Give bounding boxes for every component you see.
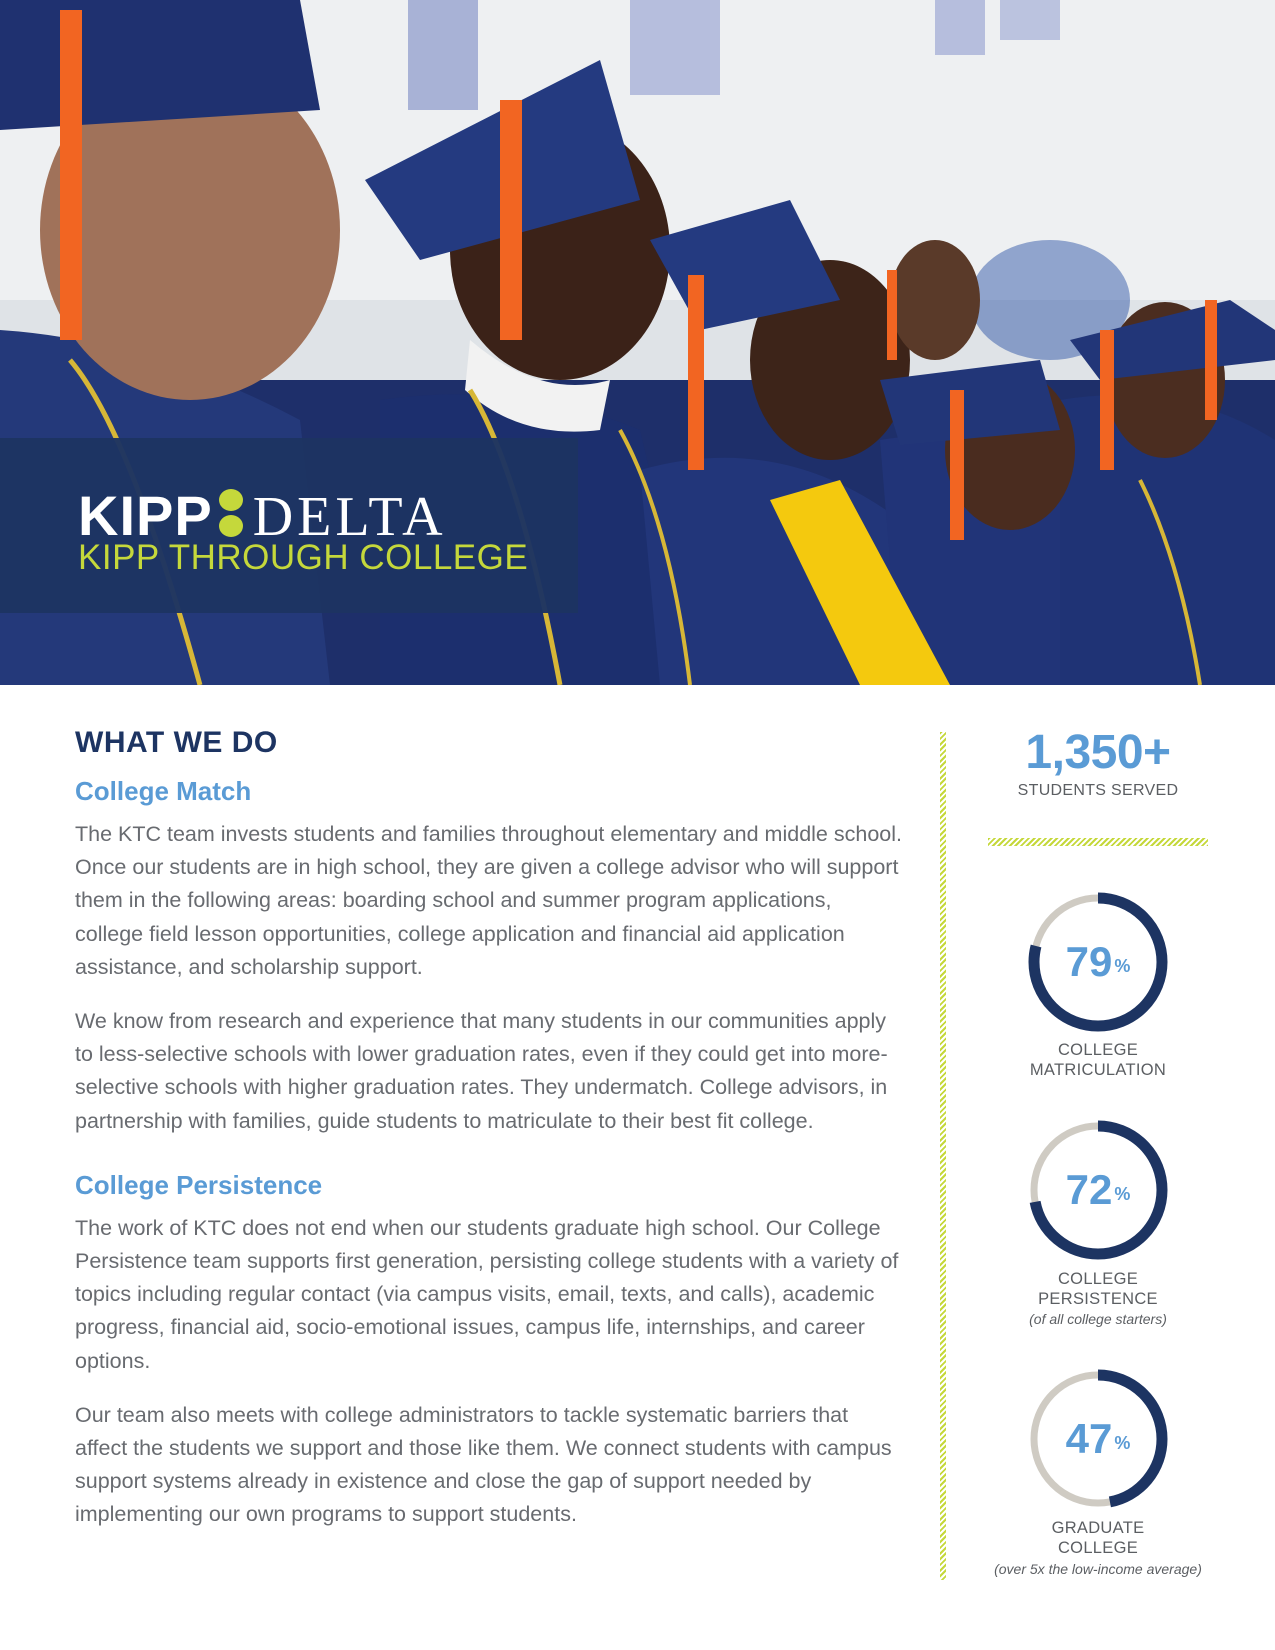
stat-ring-graduate [1026,1367,1170,1511]
kipp-delta-logo [78,486,447,546]
stat-label [958,1040,1238,1080]
section-title: WHAT WE DO [75,726,278,759]
college-persistence-paragraph: Our team also meets with college administrators to tackle systematic barriers that affect the students we support and those like them. We connect students with campus support systems already in existence and close the gap of support needed by implementing our own programs to support students. [75,1402,892,1527]
ring-number: 79 [1065,938,1113,985]
stat-label-line: COLLEGE [1057,1539,1139,1557]
stat-label-line: COLLEGE [1057,1041,1139,1059]
students-served-label: STUDENTS SERVED [1017,782,1179,799]
logo-tagline: KIPP THROUGH COLLEGE [78,538,529,577]
college-match-paragraph: We know from research and experience that many students in our communities apply to less-selective schools with lower graduation rates, even if they could get into more-selective schools with higher graduation rates. They undermatch. College advisors, in partnership with families, guide students to matriculate to their best fit college. [75,1009,888,1133]
percent-sign: % [1114,1432,1131,1453]
ring-number: 47 [1065,1415,1113,1462]
what-we-do-section [75,726,905,1532]
stat-note: (of all college starters) [1029,1311,1167,1327]
percent-sign: % [1114,955,1131,976]
stat-label [958,1518,1238,1558]
college-match-paragraph: The KTC team invests students and families throughout elementary and middle school. Once our students are in high school, they are given a college advisor who will support them in the following areas: boarding school and summer program applications, college field lesson opportunities, college application and financial aid application assistance, and scholarship support. [75,822,902,979]
stat-label [958,1269,1238,1309]
stat-label-line: GRADUATE [1051,1519,1145,1537]
college-persistence-paragraph: The work of KTC does not end when our students graduate high school. Our College Persistence team supports first generation, persisting college students with a variety of topics including regular contact (via campus visits, email, texts, and calls), academic progress, financial aid, socio-emotional issues, campus life, internships, and career options. [75,1215,899,1373]
stat-label-line: MATRICULATION [1029,1061,1167,1079]
stat-label-line: COLLEGE [1057,1270,1139,1288]
college-match-heading: College Match [75,776,252,806]
ring-value [1026,890,1170,1034]
logo-colon-dots-icon [217,487,245,537]
students-served-value: 1,350+ [1025,726,1171,779]
horizontal-divider [988,838,1208,846]
vertical-divider [940,732,946,1580]
stat-note: (over 5x the low-income average) [994,1561,1202,1577]
ring-value [1026,1367,1170,1511]
college-persistence-heading: College Persistence [75,1169,323,1200]
stat-ring-persistence [1026,1118,1170,1262]
ring-value [1026,1118,1170,1262]
stat-label-line: PERSISTENCE [1038,1290,1158,1308]
ring-number: 72 [1065,1166,1113,1213]
logo-kipp-text: KIPP [78,484,213,547]
logo-delta-text: DELTA [252,486,447,548]
stat-ring-matriculation [1026,890,1170,1034]
percent-sign: % [1114,1183,1131,1204]
